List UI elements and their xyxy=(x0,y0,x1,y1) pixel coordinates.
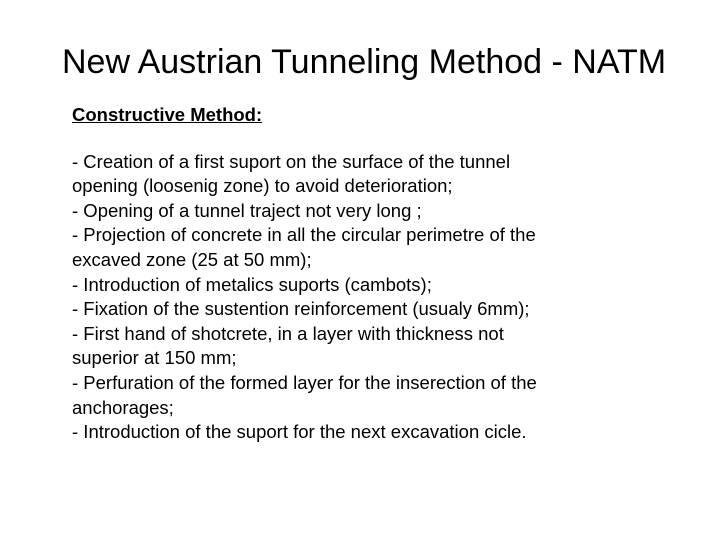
body-line: excaved zone (25 at 50 mm); xyxy=(72,248,312,270)
body-line: - First hand of shotcrete, in a layer with thickness not xyxy=(72,322,504,344)
body-line: - Perfuration of the formed layer for the inserection of the xyxy=(72,371,537,393)
body-line: superior at 150 mm; xyxy=(72,347,237,369)
slide-title: New Austrian Tunneling Method - NATM xyxy=(62,43,667,81)
body-line: - Fixation of the sustention reinforcement (usualy 6mm); xyxy=(72,298,530,320)
body-line: opening (loosenig zone) to avoid deterioration; xyxy=(72,175,453,197)
body-line: - Projection of concrete in all the circular perimetre of the xyxy=(72,224,536,246)
section-heading: Constructive Method: xyxy=(72,104,263,125)
body-line: - Opening of a tunnel traject not very long ; xyxy=(72,199,422,221)
body-line: - Introduction of the suport for the next excavation cicle. xyxy=(72,421,527,443)
slide-body xyxy=(72,103,692,445)
body-line: - Creation of a first suport on the surface of the tunnel xyxy=(72,150,511,172)
body-line: anchorages; xyxy=(72,396,174,418)
body-line: - Introduction of metalics suports (cambots); xyxy=(72,273,432,295)
